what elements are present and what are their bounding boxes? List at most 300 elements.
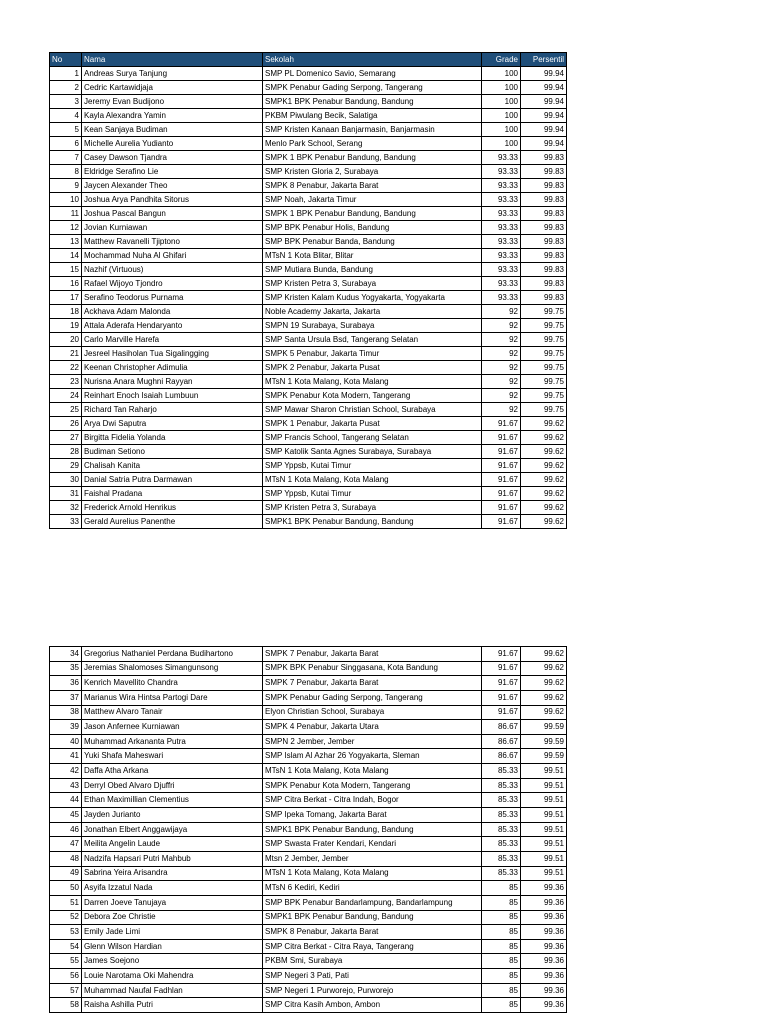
row-nama: Andreas Surya Tanjung bbox=[82, 67, 263, 81]
table-row bbox=[50, 473, 567, 487]
row-sekolah: SMPK Penabur Gading Serpong, Tangerang bbox=[263, 690, 482, 705]
row-persentil: 99.62 bbox=[521, 417, 567, 431]
row-sekolah: SMPK 7 Penabur, Jakarta Barat bbox=[263, 676, 482, 691]
row-sekolah: SMPK 7 Penabur, Jakarta Barat bbox=[263, 647, 482, 662]
row-persentil: 99.83 bbox=[521, 151, 567, 165]
row-nama: Marianus Wira Hintsa Partogi Dare bbox=[82, 690, 263, 705]
row-nama: Darren Joeve Tanujaya bbox=[82, 895, 263, 910]
row-no: 56 bbox=[50, 969, 82, 984]
row-sekolah: SMP Citra Kasih Ambon, Ambon bbox=[263, 998, 482, 1013]
row-persentil: 99.83 bbox=[521, 235, 567, 249]
row-sekolah: SMPK1 BPK Penabur Bandung, Bandung bbox=[263, 822, 482, 837]
row-sekolah: SMPK Penabur Kota Modern, Tangerang bbox=[263, 389, 482, 403]
row-grade: 91.67 bbox=[482, 661, 521, 676]
header-no: No bbox=[50, 53, 82, 67]
row-nama: Sabrina Yeira Arisandra bbox=[82, 866, 263, 881]
row-grade: 92 bbox=[482, 389, 521, 403]
row-grade: 85.33 bbox=[482, 764, 521, 779]
row-no: 54 bbox=[50, 939, 82, 954]
row-grade: 85.33 bbox=[482, 793, 521, 808]
row-no: 17 bbox=[50, 291, 82, 305]
row-sekolah: SMPK Penabur Gading Serpong, Tangerang bbox=[263, 81, 482, 95]
row-nama: Serafino Teodorus Purnama bbox=[82, 291, 263, 305]
row-grade: 93.33 bbox=[482, 207, 521, 221]
row-persentil: 99.36 bbox=[521, 881, 567, 896]
row-grade: 93.33 bbox=[482, 193, 521, 207]
row-persentil: 99.36 bbox=[521, 983, 567, 998]
ranking-table-part-2 bbox=[49, 646, 567, 1013]
row-no: 37 bbox=[50, 690, 82, 705]
row-grade: 86.67 bbox=[482, 749, 521, 764]
row-sekolah: PKBM Smi, Surabaya bbox=[263, 954, 482, 969]
row-persentil: 99.36 bbox=[521, 998, 567, 1013]
row-nama: Jeremy Evan Budijono bbox=[82, 95, 263, 109]
table-row bbox=[50, 249, 567, 263]
table-row bbox=[50, 734, 567, 749]
row-no: 6 bbox=[50, 137, 82, 151]
row-nama: Daffa Atha Arkana bbox=[82, 764, 263, 779]
row-nama: Nurisna Anara Mughni Rayyan bbox=[82, 375, 263, 389]
row-grade: 91.67 bbox=[482, 431, 521, 445]
table-row bbox=[50, 705, 567, 720]
row-grade: 85 bbox=[482, 895, 521, 910]
table-row bbox=[50, 137, 567, 151]
table-row bbox=[50, 179, 567, 193]
table-row bbox=[50, 487, 567, 501]
row-persentil: 99.83 bbox=[521, 165, 567, 179]
header-sekolah: Sekolah bbox=[263, 53, 482, 67]
row-nama: Joshua Arya Pandhita Sitorus bbox=[82, 193, 263, 207]
row-sekolah: SMPK 1 BPK Penabur Bandung, Bandung bbox=[263, 207, 482, 221]
row-sekolah: MTsN 1 Kota Malang, Kota Malang bbox=[263, 866, 482, 881]
row-nama: Jason Anfernee Kurniawan bbox=[82, 720, 263, 735]
row-persentil: 99.62 bbox=[521, 515, 567, 529]
table-row bbox=[50, 403, 567, 417]
table-row bbox=[50, 375, 567, 389]
table-row bbox=[50, 720, 567, 735]
row-sekolah: SMPK1 BPK Penabur Bandung, Bandung bbox=[263, 910, 482, 925]
row-grade: 85 bbox=[482, 969, 521, 984]
table-row bbox=[50, 361, 567, 375]
table-row bbox=[50, 445, 567, 459]
row-nama: Kenrich Mavellito Chandra bbox=[82, 676, 263, 691]
row-persentil: 99.75 bbox=[521, 333, 567, 347]
row-no: 16 bbox=[50, 277, 82, 291]
row-no: 9 bbox=[50, 179, 82, 193]
row-sekolah: MTsN 1 Kota Malang, Kota Malang bbox=[263, 764, 482, 779]
table-row bbox=[50, 910, 567, 925]
row-no: 49 bbox=[50, 866, 82, 881]
row-persentil: 99.51 bbox=[521, 837, 567, 852]
table-row bbox=[50, 67, 567, 81]
row-sekolah: MTsN 1 Kota Malang, Kota Malang bbox=[263, 473, 482, 487]
row-nama: James Soejono bbox=[82, 954, 263, 969]
row-grade: 85.33 bbox=[482, 866, 521, 881]
row-no: 2 bbox=[50, 81, 82, 95]
row-grade: 85 bbox=[482, 983, 521, 998]
row-grade: 86.67 bbox=[482, 720, 521, 735]
row-nama: Muhammad Arkananta Putra bbox=[82, 734, 263, 749]
row-no: 10 bbox=[50, 193, 82, 207]
row-grade: 100 bbox=[482, 81, 521, 95]
row-no: 34 bbox=[50, 647, 82, 662]
row-persentil: 99.75 bbox=[521, 319, 567, 333]
row-persentil: 99.51 bbox=[521, 808, 567, 823]
table-row bbox=[50, 866, 567, 881]
row-no: 19 bbox=[50, 319, 82, 333]
row-nama: Keenan Christopher Adimulia bbox=[82, 361, 263, 375]
row-sekolah: SMPK1 BPK Penabur Bandung, Bandung bbox=[263, 515, 482, 529]
table-row bbox=[50, 165, 567, 179]
row-nama: Matthew Ravanelli Tjiptono bbox=[82, 235, 263, 249]
row-sekolah: MTsN 1 Kota Blitar, Blitar bbox=[263, 249, 482, 263]
row-sekolah: SMPK 1 Penabur, Jakarta Pusat bbox=[263, 417, 482, 431]
table-row bbox=[50, 969, 567, 984]
row-nama: Derryl Obed Alvaro Djuffri bbox=[82, 778, 263, 793]
row-persentil: 99.83 bbox=[521, 179, 567, 193]
row-no: 50 bbox=[50, 881, 82, 896]
row-no: 21 bbox=[50, 347, 82, 361]
row-nama: Glenn Wilson Hardian bbox=[82, 939, 263, 954]
row-nama: Danial Satria Putra Darmawan bbox=[82, 473, 263, 487]
row-sekolah: SMP Mawar Sharon Christian School, Surabaya bbox=[263, 403, 482, 417]
row-no: 48 bbox=[50, 851, 82, 866]
row-grade: 91.67 bbox=[482, 676, 521, 691]
row-sekolah: SMP BPK Penabur Holis, Bandung bbox=[263, 221, 482, 235]
row-sekolah: SMPK 8 Penabur, Jakarta Barat bbox=[263, 179, 482, 193]
row-grade: 100 bbox=[482, 123, 521, 137]
row-persentil: 99.62 bbox=[521, 705, 567, 720]
row-no: 5 bbox=[50, 123, 82, 137]
header-nama: Nama bbox=[82, 53, 263, 67]
table-row bbox=[50, 417, 567, 431]
row-persentil: 99.51 bbox=[521, 778, 567, 793]
row-grade: 85 bbox=[482, 954, 521, 969]
row-grade: 92 bbox=[482, 403, 521, 417]
row-sekolah: Menlo Park School, Serang bbox=[263, 137, 482, 151]
row-no: 18 bbox=[50, 305, 82, 319]
row-persentil: 99.83 bbox=[521, 277, 567, 291]
row-grade: 93.33 bbox=[482, 291, 521, 305]
row-persentil: 99.59 bbox=[521, 734, 567, 749]
row-grade: 92 bbox=[482, 333, 521, 347]
row-persentil: 99.62 bbox=[521, 690, 567, 705]
row-grade: 85 bbox=[482, 881, 521, 896]
row-sekolah: SMPK 8 Penabur, Jakarta Barat bbox=[263, 925, 482, 940]
row-nama: Jayden Jurianto bbox=[82, 808, 263, 823]
row-sekolah: SMP Swasta Frater Kendari, Kendari bbox=[263, 837, 482, 852]
row-nama: Richard Tan Raharjo bbox=[82, 403, 263, 417]
row-persentil: 99.83 bbox=[521, 221, 567, 235]
table-row bbox=[50, 808, 567, 823]
row-no: 28 bbox=[50, 445, 82, 459]
row-nama: Kayla Alexandra Yamin bbox=[82, 109, 263, 123]
table-row bbox=[50, 647, 567, 662]
row-grade: 93.33 bbox=[482, 179, 521, 193]
row-nama: Cedric Kartawidjaja bbox=[82, 81, 263, 95]
row-no: 4 bbox=[50, 109, 82, 123]
row-grade: 93.33 bbox=[482, 235, 521, 249]
row-sekolah: SMP Yppsb, Kutai Timur bbox=[263, 459, 482, 473]
table-row bbox=[50, 749, 567, 764]
row-nama: Ackhava Adam Malonda bbox=[82, 305, 263, 319]
row-nama: Jesreel Hasiholan Tua Sigalingging bbox=[82, 347, 263, 361]
row-nama: Yuki Shafa Maheswari bbox=[82, 749, 263, 764]
row-no: 38 bbox=[50, 705, 82, 720]
row-no: 1 bbox=[50, 67, 82, 81]
row-persentil: 99.94 bbox=[521, 123, 567, 137]
table-row bbox=[50, 515, 567, 529]
row-nama: Casey Dawson Tjandra bbox=[82, 151, 263, 165]
row-grade: 92 bbox=[482, 375, 521, 389]
row-sekolah: SMP Kristen Kalam Kudus Yogyakarta, Yogyakarta bbox=[263, 291, 482, 305]
row-persentil: 99.75 bbox=[521, 403, 567, 417]
table-row bbox=[50, 459, 567, 473]
row-grade: 91.67 bbox=[482, 690, 521, 705]
row-grade: 93.33 bbox=[482, 277, 521, 291]
table-row bbox=[50, 822, 567, 837]
row-no: 42 bbox=[50, 764, 82, 779]
row-persentil: 99.83 bbox=[521, 207, 567, 221]
row-nama: Michelle Aurelia Yudianto bbox=[82, 137, 263, 151]
row-sekolah: SMPN 19 Surabaya, Surabaya bbox=[263, 319, 482, 333]
row-grade: 85.33 bbox=[482, 837, 521, 852]
row-no: 15 bbox=[50, 263, 82, 277]
table-row bbox=[50, 925, 567, 940]
row-sekolah: SMP PL Domenico Savio, Semarang bbox=[263, 67, 482, 81]
row-grade: 93.33 bbox=[482, 263, 521, 277]
row-persentil: 99.62 bbox=[521, 661, 567, 676]
row-persentil: 99.62 bbox=[521, 501, 567, 515]
row-sekolah: Noble Academy Jakarta, Jakarta bbox=[263, 305, 482, 319]
table-row bbox=[50, 764, 567, 779]
row-nama: Eldridge Serafino Lie bbox=[82, 165, 263, 179]
table-row bbox=[50, 881, 567, 896]
row-sekolah: SMP Mutiara Bunda, Bandung bbox=[263, 263, 482, 277]
row-grade: 85 bbox=[482, 998, 521, 1013]
table-row bbox=[50, 193, 567, 207]
row-grade: 93.33 bbox=[482, 151, 521, 165]
row-no: 24 bbox=[50, 389, 82, 403]
row-persentil: 99.83 bbox=[521, 291, 567, 305]
row-persentil: 99.59 bbox=[521, 720, 567, 735]
row-grade: 91.67 bbox=[482, 445, 521, 459]
row-grade: 91.67 bbox=[482, 647, 521, 662]
row-no: 23 bbox=[50, 375, 82, 389]
row-persentil: 99.94 bbox=[521, 109, 567, 123]
row-sekolah: SMPK1 BPK Penabur Bandung, Bandung bbox=[263, 95, 482, 109]
row-nama: Meilita Angelin Laude bbox=[82, 837, 263, 852]
row-no: 40 bbox=[50, 734, 82, 749]
row-persentil: 99.62 bbox=[521, 647, 567, 662]
row-grade: 91.67 bbox=[482, 473, 521, 487]
row-no: 12 bbox=[50, 221, 82, 235]
row-sekolah: SMP Santa Ursula Bsd, Tangerang Selatan bbox=[263, 333, 482, 347]
row-no: 43 bbox=[50, 778, 82, 793]
row-persentil: 99.51 bbox=[521, 764, 567, 779]
row-sekolah: SMP Negeri 1 Purworejo, Purworejo bbox=[263, 983, 482, 998]
row-sekolah: SMP BPK Penabur Bandarlampung, Bandarlampung bbox=[263, 895, 482, 910]
row-grade: 85.33 bbox=[482, 808, 521, 823]
row-sekolah: SMPK 4 Penabur, Jakarta Utara bbox=[263, 720, 482, 735]
row-persentil: 99.75 bbox=[521, 389, 567, 403]
row-no: 20 bbox=[50, 333, 82, 347]
row-persentil: 99.62 bbox=[521, 487, 567, 501]
table-row bbox=[50, 998, 567, 1013]
row-nama: Kean Sanjaya Budiman bbox=[82, 123, 263, 137]
row-persentil: 99.36 bbox=[521, 895, 567, 910]
row-sekolah: MTsN 1 Kota Malang, Kota Malang bbox=[263, 375, 482, 389]
row-no: 44 bbox=[50, 793, 82, 808]
table-row bbox=[50, 95, 567, 109]
table-row bbox=[50, 333, 567, 347]
row-nama: Arya Dwi Saputra bbox=[82, 417, 263, 431]
row-persentil: 99.51 bbox=[521, 822, 567, 837]
table-row bbox=[50, 431, 567, 445]
row-persentil: 99.83 bbox=[521, 193, 567, 207]
table-row bbox=[50, 277, 567, 291]
row-grade: 93.33 bbox=[482, 165, 521, 179]
row-persentil: 99.51 bbox=[521, 866, 567, 881]
table-row bbox=[50, 109, 567, 123]
row-nama: Gerald Aurelius Panenthe bbox=[82, 515, 263, 529]
row-nama: Matthew Alvaro Tanair bbox=[82, 705, 263, 720]
row-persentil: 99.36 bbox=[521, 925, 567, 940]
row-no: 22 bbox=[50, 361, 82, 375]
row-no: 55 bbox=[50, 954, 82, 969]
row-grade: 91.67 bbox=[482, 501, 521, 515]
row-sekolah: SMP Citra Berkat - Citra Indah, Bogor bbox=[263, 793, 482, 808]
table-row bbox=[50, 983, 567, 998]
table-row bbox=[50, 895, 567, 910]
table-row bbox=[50, 123, 567, 137]
row-sekolah: MTsN 6 Kediri, Kediri bbox=[263, 881, 482, 896]
row-persentil: 99.94 bbox=[521, 95, 567, 109]
row-no: 14 bbox=[50, 249, 82, 263]
row-sekolah: SMP BPK Penabur Banda, Bandung bbox=[263, 235, 482, 249]
row-nama: Joshua Pascal Bangun bbox=[82, 207, 263, 221]
table-row bbox=[50, 501, 567, 515]
row-grade: 91.67 bbox=[482, 515, 521, 529]
row-persentil: 99.62 bbox=[521, 459, 567, 473]
row-persentil: 99.75 bbox=[521, 347, 567, 361]
row-nama: Raisha Ashilla Putri bbox=[82, 998, 263, 1013]
row-persentil: 99.62 bbox=[521, 445, 567, 459]
row-nama: Attala Aderafa Hendaryanto bbox=[82, 319, 263, 333]
row-nama: Jovian Kurniawan bbox=[82, 221, 263, 235]
row-persentil: 99.62 bbox=[521, 676, 567, 691]
row-no: 52 bbox=[50, 910, 82, 925]
row-grade: 85.33 bbox=[482, 851, 521, 866]
row-sekolah: SMP Yppsb, Kutai Timur bbox=[263, 487, 482, 501]
table-row bbox=[50, 347, 567, 361]
row-no: 27 bbox=[50, 431, 82, 445]
row-sekolah: SMP Kristen Gloria 2, Surabaya bbox=[263, 165, 482, 179]
row-no: 3 bbox=[50, 95, 82, 109]
row-persentil: 99.59 bbox=[521, 749, 567, 764]
row-sekolah: SMPK 5 Penabur, Jakarta Timur bbox=[263, 347, 482, 361]
row-sekolah: PKBM Piwulang Becik, Salatiga bbox=[263, 109, 482, 123]
row-persentil: 99.62 bbox=[521, 473, 567, 487]
table-row bbox=[50, 851, 567, 866]
table-row bbox=[50, 793, 567, 808]
row-persentil: 99.94 bbox=[521, 137, 567, 151]
row-grade: 91.67 bbox=[482, 417, 521, 431]
row-nama: Reinhart Enoch Isaiah Lumbuun bbox=[82, 389, 263, 403]
table-row bbox=[50, 291, 567, 305]
row-grade: 86.67 bbox=[482, 734, 521, 749]
row-no: 35 bbox=[50, 661, 82, 676]
row-sekolah: SMP Kristen Petra 3, Surabaya bbox=[263, 501, 482, 515]
row-no: 13 bbox=[50, 235, 82, 249]
row-sekolah: Mtsn 2 Jember, Jember bbox=[263, 851, 482, 866]
row-nama: Muhammad Naufal Fadhlan bbox=[82, 983, 263, 998]
table-row bbox=[50, 263, 567, 277]
row-nama: Emily Jade Limi bbox=[82, 925, 263, 940]
row-persentil: 99.83 bbox=[521, 249, 567, 263]
row-nama: Nazhif (Virtuous) bbox=[82, 263, 263, 277]
row-no: 46 bbox=[50, 822, 82, 837]
row-grade: 85.33 bbox=[482, 778, 521, 793]
row-sekolah: Elyon Christian School, Surabaya bbox=[263, 705, 482, 720]
row-persentil: 99.94 bbox=[521, 67, 567, 81]
row-no: 33 bbox=[50, 515, 82, 529]
row-persentil: 99.36 bbox=[521, 954, 567, 969]
table-row bbox=[50, 837, 567, 852]
row-nama: Faishal Pradana bbox=[82, 487, 263, 501]
row-no: 45 bbox=[50, 808, 82, 823]
row-nama: Nadzifa Hapsari Putri Mahbub bbox=[82, 851, 263, 866]
row-grade: 85 bbox=[482, 910, 521, 925]
table-row bbox=[50, 939, 567, 954]
table-row bbox=[50, 778, 567, 793]
row-no: 11 bbox=[50, 207, 82, 221]
row-sekolah: SMP Kristen Kanaan Banjarmasin, Banjarmasin bbox=[263, 123, 482, 137]
row-no: 47 bbox=[50, 837, 82, 852]
row-no: 26 bbox=[50, 417, 82, 431]
row-nama: Asyifa Izzatul Nada bbox=[82, 881, 263, 896]
header-grade: Grade bbox=[482, 53, 521, 67]
row-nama: Jonathan Elbert Anggawijaya bbox=[82, 822, 263, 837]
row-grade: 100 bbox=[482, 67, 521, 81]
row-nama: Budiman Setiono bbox=[82, 445, 263, 459]
table-row bbox=[50, 954, 567, 969]
row-sekolah: SMPN 2 Jember, Jember bbox=[263, 734, 482, 749]
row-persentil: 99.62 bbox=[521, 431, 567, 445]
row-grade: 91.67 bbox=[482, 705, 521, 720]
row-nama: Birgitta Fidelia Yolanda bbox=[82, 431, 263, 445]
row-nama: Frederick Arnold Henrikus bbox=[82, 501, 263, 515]
row-persentil: 99.94 bbox=[521, 81, 567, 95]
row-grade: 92 bbox=[482, 319, 521, 333]
row-no: 58 bbox=[50, 998, 82, 1013]
row-grade: 92 bbox=[482, 361, 521, 375]
row-no: 41 bbox=[50, 749, 82, 764]
row-sekolah: SMP Negeri 3 Pati, Pati bbox=[263, 969, 482, 984]
header-persentil: Persentil bbox=[521, 53, 567, 67]
row-sekolah: SMPK BPK Penabur Singgasana, Kota Bandung bbox=[263, 661, 482, 676]
row-grade: 92 bbox=[482, 347, 521, 361]
row-persentil: 99.36 bbox=[521, 939, 567, 954]
row-sekolah: SMPK Penabur Kota Modern, Tangerang bbox=[263, 778, 482, 793]
row-nama: Mochammad Nuha Al Ghifari bbox=[82, 249, 263, 263]
row-persentil: 99.36 bbox=[521, 910, 567, 925]
row-sekolah: SMP Francis School, Tangerang Selatan bbox=[263, 431, 482, 445]
row-grade: 92 bbox=[482, 305, 521, 319]
row-no: 53 bbox=[50, 925, 82, 940]
table-row bbox=[50, 235, 567, 249]
row-no: 25 bbox=[50, 403, 82, 417]
